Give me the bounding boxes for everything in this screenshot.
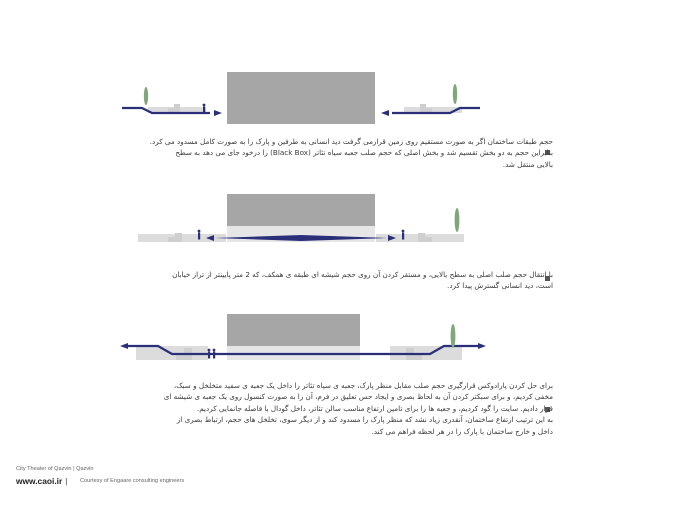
building-volume xyxy=(227,72,375,124)
tree-right xyxy=(451,324,456,348)
paragraph-2 xyxy=(120,269,553,292)
footer-credit: Courtesy of Engaare consulting engineers xyxy=(80,478,185,484)
paragraph-3-line-4: به این ترتیب ارتفاع ساختمان، آنقدری زیاد نشد که منظر پارک را مسدود کند و از دیگر سوی، تخلخل های حجم، ارتباط بصری از xyxy=(176,415,553,425)
arrowhead-right xyxy=(381,110,389,116)
footer-caption: City Theater of Qazvin | Qazvin xyxy=(16,466,94,472)
paragraph-1 xyxy=(120,136,553,170)
arrowhead-left xyxy=(214,110,222,116)
tree-right xyxy=(455,208,460,232)
arrowhead-left xyxy=(120,343,128,349)
paragraph-3-line-2: مخفی کردیم، و برای سبکتر کردن آن به لحاظ بصری و ایجاد حس تعلیق در فرم، آن را به صورت کنسول روی یک جعبه ی شیشه ای xyxy=(163,392,553,402)
section-diagram-2 xyxy=(0,186,675,248)
stair-right xyxy=(420,104,432,113)
person-figure-left xyxy=(198,230,201,240)
paragraph-3 xyxy=(120,380,553,437)
arrowhead-right xyxy=(478,343,486,349)
building-volume xyxy=(227,314,360,346)
section-diagram-3 xyxy=(0,306,675,372)
paragraph-1-line-3: بالایی منتقل شد. xyxy=(502,159,553,169)
section-diagram-1 xyxy=(0,60,675,128)
stair-left xyxy=(168,104,180,113)
footer-url-text[interactable]: www.caoi.ir xyxy=(16,476,63,486)
tree-left xyxy=(144,87,148,105)
footer-separator: | xyxy=(65,476,68,486)
paragraph-3-line-5: داخل و خارج ساختمان با پارک را در هر لحظه فراهم می کند. xyxy=(371,426,553,436)
paragraph-2-line-2: است، دید انسانی گسترش پیدا کرد. xyxy=(447,281,553,291)
footer-url[interactable] xyxy=(16,476,71,486)
person-figure xyxy=(203,104,206,113)
tree-right xyxy=(453,84,457,104)
paragraph-1-line-1: حجم طبقات ساختمان اگر به صورت مستقیم روی زمین قرارمی گرفت دید انسانی به طرفین و پارک را به صورت کامل مسدود می کرد. xyxy=(149,137,553,146)
paragraph-2-line-1: با انتقال حجم صلب اصلی به سطح بالایی، و مستقر کردن آن روی حجم شیشه ای طبقه ی همکف، که 2 متر پایینتر از تراز خیابان xyxy=(172,270,553,279)
paragraph-3-line-3: قرار دادیم. سایت را گود کردیم، و جعبه ها را برای تامین ارتفاع مناسب سالن تئاتر، داخل گودال با فاصله جانمایی کردیم. xyxy=(196,403,553,413)
paragraph-1-line-2: بنابراین حجم به دو بخش تقسیم شد و بخش اصلی که حجم صلب جعبه سیاه تئاتر (Black Box) را درخود جای می دهد به سطح xyxy=(175,148,553,158)
person-figure-right xyxy=(402,230,405,240)
building-volume xyxy=(227,194,375,226)
paragraph-3-line-1: برای حل کردن پارادوکس قرارگیری حجم صلب مقابل منظر پارک، جعبه ی سیاه تئاتر را داخل یک جعبه ی سفید متخلخل و سبک، xyxy=(173,381,553,390)
